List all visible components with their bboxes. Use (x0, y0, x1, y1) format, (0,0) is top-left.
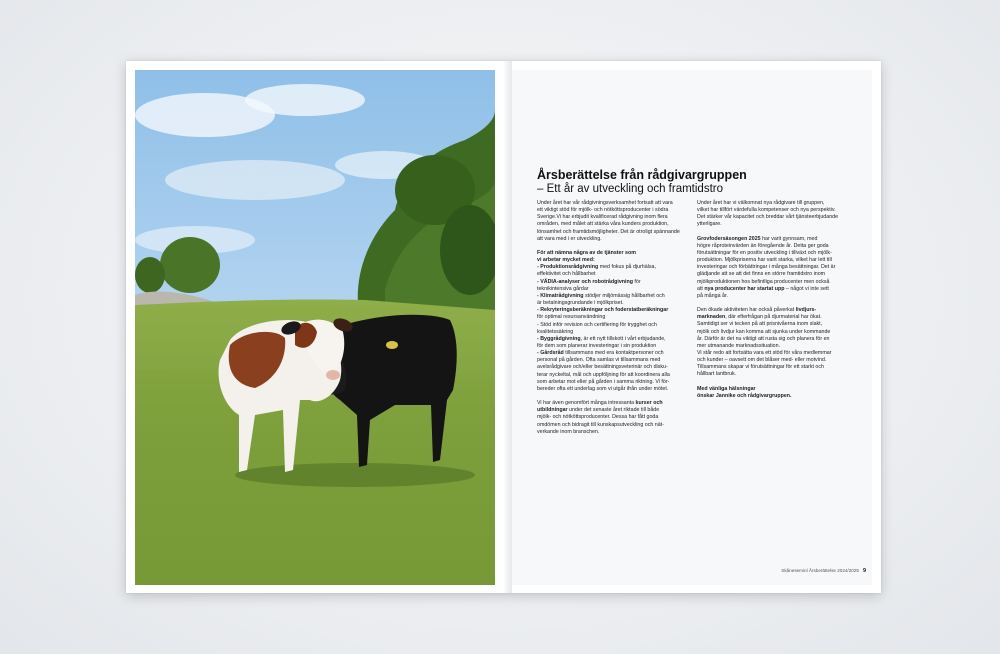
page-number: 9 (862, 568, 866, 574)
article-title: Årsberättelse från rådgivargruppen (537, 168, 747, 182)
services-paragraph: För att nämna några av de tjänster som vi arbetar mycket med: - Produktionsrådgivning med fokus på djurhälsa, effektivitet och hållbarhet - VÄDIA-analyser och robotrådgivning för teknikintensiva gårdar - Klimatrådgivning stödjer miljömässig hållbarhet och är betalningsgrundande i mjölkpriset. - Rekryteringsberäkningar och foderstatberäkningar för optimal resursanvändning - Stöd inför revision och certifiering för trygghet och kvalitetssäkring - Byggrådgivning, är ett nytt tillskott i vårt erbjudande, för dem som planerar investeringar i sin produktion - Gårdsråd tillsammans med era kontaktpersoner och personal på gården. Ofta samlas vi tillsammans med avelsrådgivare och/eller besättningsveterinär och disku- terar nyckeltal, mål och uppföljning för att koordinera alla som arbetar mot eller på gården i samma riktning. Vi för- bereder ofta ett underlag som vi utgår ifrån under mötet. (537, 249, 670, 392)
season-paragraph: Grovfodersäsongen 2025 har varit gynnsam, med högre råproteinvärden än föregående år. Detta ger goda förutsättningar för en positiv utveckling i tillväxt och mjölk- produktion. Mjölkpriserna har varit starka, vilket har lett till investeringar och förbättringar i många besättningar. Det är glädjande att se att det finns en större framtidstro inom mjölkproduktionen hos befintliga producenter men också att nya producenter har startat upp – något vi inte sett på många år. (697, 235, 836, 299)
article-subtitle: – Ett år av utveckling och framtidstro (537, 183, 723, 195)
article-heading (537, 168, 857, 196)
page-footer (742, 568, 866, 574)
right-text-column (697, 200, 847, 407)
page-gutter (503, 61, 512, 593)
advisors-paragraph: Under året har vi välkomnat nya rådgivare till gruppen, vilket har tillfört värdefulla kompetenser och nya perspektiv. Det stärker vår kapacitet och breddar vårt tjänsteerbjudande ytterligare. (697, 200, 839, 228)
left-text-column (537, 200, 687, 443)
intro-paragraph: Under året har vår rådgivningsverksamhet fortsatt att vara ett viktigt stöd för mjölk- och nötköttsproducenter i södra Sverige.Vi har erbjudit kvalificerad rådgivning inom flera områden, med målet att stärka våra kunders produktion, lönsamhet och framtidsmöjligheter. Det är otroligt spännande att vara med i er utveckling. (537, 200, 680, 242)
cows-photo (135, 70, 495, 585)
courses-paragraph: Vi har även genomfört många intressanta kurser och utbildningar under det senaste året riktade till både mjölk- och nötköttsproducenter. Dessa har fått goda omdömen och bidragit till kunskapsutveckling och nät- verkande inom branschen. (537, 400, 664, 435)
market-paragraph: Den ökade aktiviteten har också påverkat livdjurs- marknaden, där efterfrågan på djurmaterial har ökat. Samtidigt ser vi tecken på att prisnivåerna inom slakt, mjölk och livdjur kan komma att sjunka under kommande år. Därför är det nu viktigt att rusta sig och planera för en mer utmanande marknadssituation. Vi står redo att fortsätta vara ett stöd för våra medlemmar och kunder – oavsett om det blåser med- eller motvind. Tillsammans skapar vi förutsättningar för ett starkt och hållbart lantbruk. (697, 307, 832, 378)
footer-text: Skåneseminl Årsberättelse 2024/2025 (781, 568, 859, 573)
signoff: Med vänliga hälsningar önskar Jannike och rådgivargruppen. (697, 385, 792, 399)
